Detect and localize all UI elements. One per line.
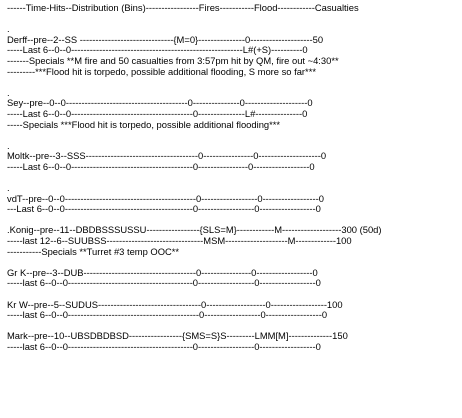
separator-dot: . (7, 87, 10, 98)
moltk-pre-row: Moltk--pre--3--SSS------------------------------------0----------------0--------------------0 (7, 151, 327, 162)
sey-pre-row: Sey--pre--0--0---------------------------------------0---------------0--------------------0 (7, 98, 313, 109)
blank-line (7, 215, 462, 226)
blank-line (7, 77, 462, 88)
moltk-last6-row: -----Last 6--0--0---------------------------------------0----------------0------------------0 (7, 161, 315, 172)
derff-specials-row: -------Specials **M fire and 50 casualties from 3:57pm hit by QM, fire out ~4:30** (7, 55, 339, 66)
blank-line (7, 289, 462, 300)
blank-line (7, 257, 462, 268)
grk-pre-row: Gr K--pre--3--DUB------------------------------------0----------------0------------------0 (7, 267, 318, 278)
separator-dot: . (7, 140, 10, 151)
separator-dot: . (7, 24, 10, 35)
krw-pre-row: Kr W--pre--5--SUDUS---------------------------------0-------------------0------------------100 (7, 299, 343, 310)
mark-pre-row: Mark--pre--10--UBSDBDBSD-----------------{SMS=S}S---------LMM[M]--------------150 (7, 331, 348, 342)
krw-last6-row: -----last 6--0--0------------------------------------------0------------------0------------------0 (7, 310, 328, 321)
damage-report-document (7, 3, 462, 353)
derff-specials-flood-row: ---------***Flood hit is torpedo, possible additional flooding, S more so far*** (7, 66, 316, 77)
derff-pre-row: Derff--pre--2--SS ------------------------------{M=0}---------------0--------------------50 (7, 34, 324, 45)
sey-specials-row: -----Specials ***Flood hit is torpedo, possible additional flooding*** (7, 119, 281, 130)
sey-last6-row: -----Last 6--0--0---------------------------------------0---------------L#---------------0 (7, 108, 308, 119)
konig-specials-row: -----------Specials **Turret #3 temp OOC** (7, 246, 180, 257)
blank-line (7, 173, 462, 184)
konig-last12-row: -----last 12--6--SUUBSS-------------------------------MSM--------------------M-------------100 (7, 236, 352, 247)
blank-line (7, 14, 462, 25)
separator-dot: . (7, 183, 10, 194)
mark-last6-row: -----last 6--0--0----------------------------------------0------------------0------------------0 (7, 342, 321, 352)
vdt-pre-row: vdT--pre--0--0------------------------------------------0------------------0------------------0 (7, 193, 324, 204)
konig-pre-row: .Konig--pre--11--DBDBSSSUSSU-----------------{SLS=M}------------M-------------------300 (50d) (7, 225, 382, 236)
derff-last6-row: -----Last 6--0--0-------------------------------------------------------L#(+S)----------0 (7, 45, 308, 56)
header-line: ------Time-Hits--Distribution (Bins)-----------------Fires-----------Flood------------Casualties (7, 3, 359, 13)
blank-line (7, 130, 462, 141)
vdt-last6-row: ---Last 6--0--0-----------------------------------------0------------------0------------------0 (7, 204, 321, 215)
grk-last6-row: -----last 6--0--0----------------------------------------0------------------0------------------0 (7, 278, 321, 289)
blank-line (7, 321, 462, 332)
